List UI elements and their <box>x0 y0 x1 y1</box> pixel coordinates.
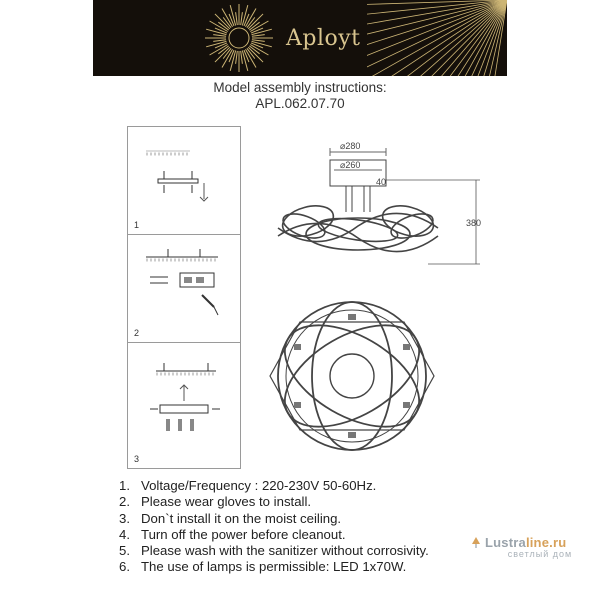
instruction-item: 1. Voltage/Frequency : 220-230V 50-60Hz. <box>119 478 377 493</box>
title-line-1: Model assembly instructions: <box>213 80 387 95</box>
chandelier-bottom-view <box>268 302 436 450</box>
sunburst-icon <box>199 0 279 76</box>
step-1-number: 1 <box>134 220 140 230</box>
watermark-logo-text: Lustraline.ru <box>485 535 567 550</box>
step-3-number: 3 <box>134 454 140 464</box>
instruction-item: 2. Please wear gloves to install. <box>119 494 312 510</box>
instruction-item: 3. Don`t install it on the moist ceiling. <box>119 510 342 526</box>
model-number: APL.062.07.70 <box>255 96 345 111</box>
dim-outer-diameter: ⌀280 <box>340 141 361 151</box>
dim-total-height: 380 <box>466 218 482 228</box>
watermark-tagline: светлый дом <box>507 549 573 559</box>
assembly-steps-column <box>127 126 241 469</box>
lamp-icon <box>469 535 483 549</box>
lustraline-watermark <box>485 535 595 559</box>
step-panel-2 <box>128 235 240 343</box>
step-panel-1 <box>128 127 240 235</box>
instruction-item: 5. Please wash with the sanitizer without corrosivity. <box>119 543 429 559</box>
instruction-item: 6. The use of lamps is permissible: LED 1x70W. <box>119 559 407 575</box>
safety-instructions-list <box>119 478 429 576</box>
dim-inner-diameter: ⌀260 <box>340 160 361 170</box>
dim-canopy-height: 40 <box>376 177 387 187</box>
step-2-number: 2 <box>134 328 140 338</box>
document-title <box>0 80 600 112</box>
loops-side-view <box>278 201 438 252</box>
chandelier-technical-drawing <box>248 126 498 471</box>
instruction-item: 4. Turn off the power before cleanout. <box>119 526 346 542</box>
step-1-illustration <box>128 127 240 235</box>
brand-name: Aployt <box>286 26 361 51</box>
step-2-illustration <box>128 235 240 343</box>
step-panel-3 <box>128 343 240 468</box>
brand-banner <box>93 0 507 76</box>
step-3-illustration <box>128 343 240 468</box>
banner-rays-decoration <box>367 0 507 76</box>
